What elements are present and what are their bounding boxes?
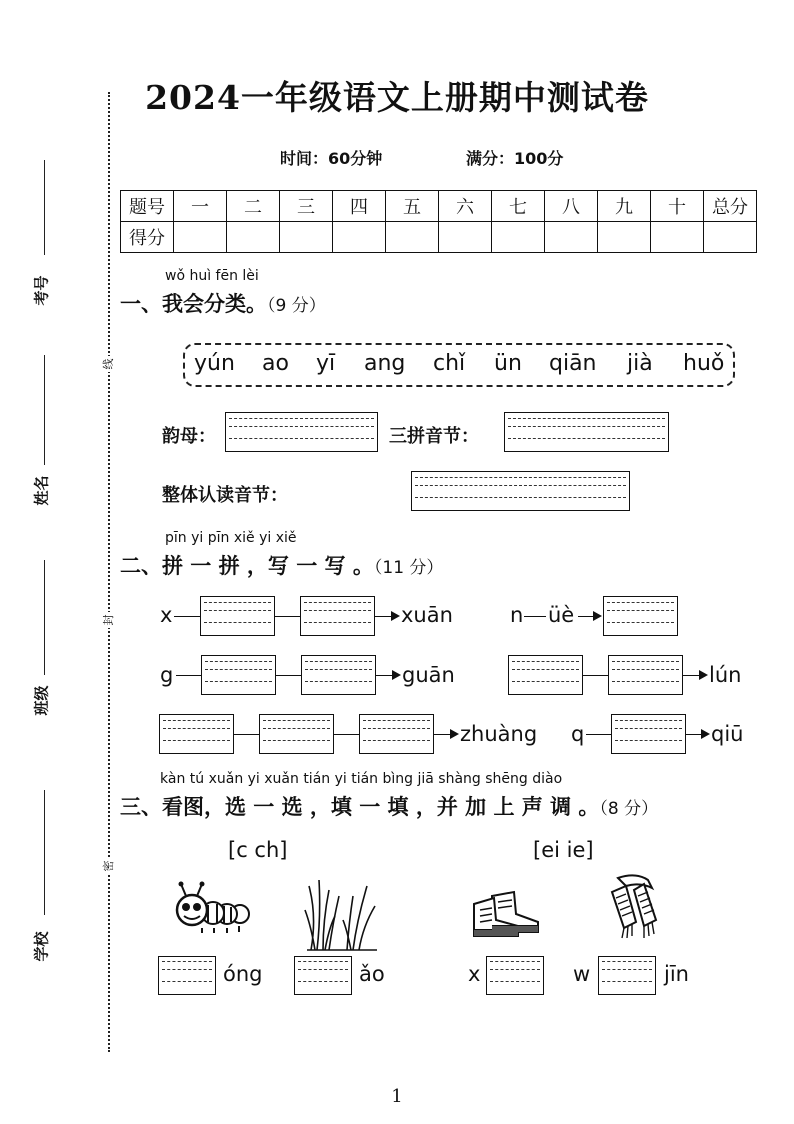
score-input-cell[interactable] <box>439 222 492 253</box>
score-input-cell[interactable] <box>492 222 545 253</box>
sanpin-label: 三拼音节： <box>389 426 479 447</box>
q3-initial-w: w <box>573 962 591 986</box>
score-cell: 十 <box>651 191 704 222</box>
q1-word: huǒ <box>683 351 725 376</box>
full-score: 满分：100分 <box>466 149 564 168</box>
q2-box[interactable] <box>201 655 276 695</box>
q3-initial-x: x <box>468 962 481 986</box>
q2-initial-n: n <box>510 603 524 627</box>
connector-line <box>683 675 700 676</box>
yunmu-answer-box[interactable] <box>225 412 378 452</box>
arrow-icon <box>391 611 400 621</box>
score-table <box>120 190 757 253</box>
school-rule[interactable] <box>44 790 45 915</box>
score-cell: 一 <box>174 191 227 222</box>
score-input-cell[interactable] <box>598 222 651 253</box>
q3-ending-ong: óng <box>223 962 263 986</box>
q2-box[interactable] <box>301 655 376 695</box>
score-cell: 总分 <box>704 191 757 222</box>
connector-line <box>176 675 201 676</box>
q2-final-ue: üè <box>548 603 575 627</box>
sneakers-icon <box>470 884 542 940</box>
connector-line <box>376 675 393 676</box>
q3-title-text: 三、看图，选 一 选 ，填 一 填 ，并 加 上 声 调 。 <box>120 795 600 819</box>
score-input-cell[interactable] <box>280 222 333 253</box>
class-label: 班级 <box>32 685 51 716</box>
q2-result-zhuang: zhuàng <box>460 722 538 746</box>
arrow-icon <box>450 729 459 739</box>
q1-word: yī <box>316 351 336 376</box>
name-label: 姓名 <box>32 475 51 506</box>
sanpin-answer-box[interactable] <box>504 412 669 452</box>
q3-answer-box[interactable] <box>598 956 656 995</box>
score-cell: 七 <box>492 191 545 222</box>
q2-box[interactable] <box>611 714 686 754</box>
q2-box[interactable] <box>603 596 678 636</box>
arrow-icon <box>699 670 708 680</box>
score-input-cell[interactable] <box>651 222 704 253</box>
scarf-icon <box>596 872 662 944</box>
q2-box[interactable] <box>508 655 583 695</box>
q3-answer-box[interactable] <box>294 956 352 995</box>
connector-line <box>524 616 546 617</box>
q2-result-lun: lún <box>709 663 742 687</box>
q1-word: yún <box>194 351 235 376</box>
connector-line <box>686 734 702 735</box>
arrow-icon <box>392 670 401 680</box>
connector-line <box>334 734 359 735</box>
connector-line <box>578 616 594 617</box>
q3-choice-ei-ie: [ei ie] <box>533 838 594 862</box>
q2-result-xuan: xuān <box>401 603 453 627</box>
q1-title-text: 一、我会分类。 <box>120 292 267 316</box>
q3-title <box>120 791 658 821</box>
q3-pinyin: kàn tú xuǎn yi xuǎn tián yi tián bìng jiā shàng shēng diào <box>160 771 563 787</box>
q3-choice-c-ch: [c ch] <box>228 838 288 862</box>
q2-result-guan: guān <box>402 663 455 687</box>
q3-points: （8 分） <box>599 799 659 819</box>
page-number: 1 <box>391 1086 403 1107</box>
q2-points: （11 分） <box>373 558 444 578</box>
arrow-icon <box>701 729 710 739</box>
yunmu-label: 韵母： <box>162 426 216 447</box>
score-cell: 四 <box>333 191 386 222</box>
arrow-icon <box>593 611 602 621</box>
q1-word: ang <box>364 351 406 376</box>
score-table-score-row <box>121 222 757 253</box>
q2-result-qiu: qiū <box>711 722 744 746</box>
connector-line <box>276 675 301 676</box>
score-cell: 三 <box>280 191 333 222</box>
exam-number-rule[interactable] <box>44 160 45 255</box>
q2-box[interactable] <box>159 714 234 754</box>
school-label: 学校 <box>32 931 51 962</box>
q1-word: qiān <box>549 351 597 376</box>
score-cell: 六 <box>439 191 492 222</box>
binding-mark-feng: 封 <box>100 612 116 628</box>
q2-box[interactable] <box>259 714 334 754</box>
q1-word: ün <box>494 351 522 376</box>
q1-word: chǐ <box>433 351 466 376</box>
q2-initial-q: q <box>571 722 585 746</box>
q2-initial-x: x <box>160 603 173 627</box>
score-cell: 二 <box>227 191 280 222</box>
q2-title-text: 二、拼 一 拼 ，写 一 写 。 <box>120 554 374 578</box>
q1-word: ao <box>262 351 289 376</box>
caterpillar-icon <box>172 878 252 936</box>
page-title: 2024一年级语文上册期中测试卷 <box>145 78 649 117</box>
connector-line <box>375 616 392 617</box>
score-input-cell[interactable] <box>174 222 227 253</box>
score-cell: 题号 <box>121 191 174 222</box>
binding-mark-xian: 线 <box>100 356 116 372</box>
grass-icon <box>303 876 379 952</box>
score-cell: 五 <box>386 191 439 222</box>
q2-box[interactable] <box>200 596 275 636</box>
score-cell: 八 <box>545 191 598 222</box>
q2-title <box>120 550 443 580</box>
connector-line <box>583 675 608 676</box>
score-input-cell[interactable] <box>704 222 757 253</box>
q2-box[interactable] <box>608 655 683 695</box>
q3-answer-box[interactable] <box>486 956 544 995</box>
q1-pinyin: wǒ huì fēn lèi <box>165 268 259 284</box>
q3-ending-ao: ǎo <box>359 962 385 986</box>
score-row-label: 得分 <box>121 222 174 253</box>
q2-pinyin: pīn yi pīn xiě yi xiě <box>165 530 297 546</box>
score-cell: 九 <box>598 191 651 222</box>
score-table-header-row <box>121 191 757 222</box>
binding-dotted-line <box>108 92 110 1052</box>
connector-line <box>234 734 259 735</box>
score-input-cell[interactable] <box>333 222 386 253</box>
zhengti-label: 整体认读音节： <box>162 485 288 506</box>
q2-initial-g: g <box>160 663 174 687</box>
connector-line <box>174 616 200 617</box>
exam-time: 时间：60分钟 <box>280 149 383 168</box>
connector-line <box>275 616 300 617</box>
score-input-cell[interactable] <box>227 222 280 253</box>
connector-line <box>586 734 611 735</box>
connector-line <box>434 734 451 735</box>
q1-title <box>120 288 326 318</box>
score-input-cell[interactable] <box>386 222 439 253</box>
class-rule[interactable] <box>44 560 45 675</box>
q2-box[interactable] <box>359 714 434 754</box>
name-rule[interactable] <box>44 355 45 465</box>
q3-word-jin: jīn <box>664 962 689 986</box>
q2-box[interactable] <box>300 596 375 636</box>
exam-number-label: 考号 <box>32 275 51 306</box>
zhengti-answer-box[interactable] <box>411 471 630 511</box>
q1-word: jià <box>627 351 653 376</box>
binding-mark-mi: 密 <box>100 858 116 874</box>
score-input-cell[interactable] <box>545 222 598 253</box>
q1-points: （9 分） <box>267 296 326 316</box>
q3-answer-box[interactable] <box>158 956 216 995</box>
